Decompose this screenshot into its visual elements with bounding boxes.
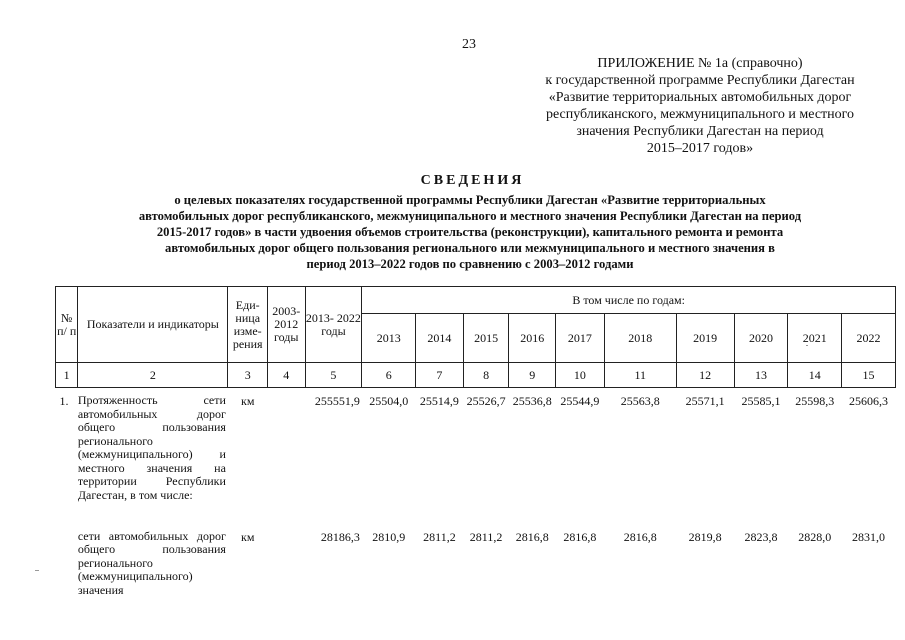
- column-number: 8: [463, 363, 509, 388]
- row-year-value: 25526,7: [466, 394, 506, 408]
- row-year-value: 25563,8: [620, 394, 660, 408]
- column-number: 6: [362, 363, 416, 388]
- table-row: [56, 524, 896, 598]
- row-year-value: 2831,0: [852, 529, 886, 544]
- header-year: 2016: [509, 314, 556, 363]
- row-number: 1.: [59, 394, 69, 408]
- row-year-value: 2816,8: [515, 529, 549, 544]
- column-number: 10: [556, 363, 605, 388]
- row-year-value: 25606,3: [849, 394, 889, 408]
- row-year-value: 2819,8: [688, 529, 722, 544]
- column-number: 2: [78, 363, 228, 388]
- header-by-years: В том числе по годам:: [362, 287, 896, 314]
- header-indicator: Показатели и индикаторы: [78, 287, 228, 363]
- page-number: 23: [462, 37, 476, 52]
- header-year: 2017: [556, 314, 605, 363]
- document-heading: СВЕДЕНИЯ: [420, 173, 525, 188]
- header-year: 2013: [362, 314, 416, 363]
- row-year-value: 25544,9: [560, 394, 600, 408]
- row-year-value: 2816,8: [623, 529, 657, 544]
- row-unit: км: [241, 529, 255, 544]
- column-number: 15: [842, 363, 896, 388]
- row-year-value: 25504,0: [369, 394, 409, 408]
- row-period-2013-2022: 255551,9: [314, 394, 360, 408]
- column-number: 7: [416, 363, 464, 388]
- row-year-value: 2816,8: [563, 529, 597, 544]
- header-year: 2015: [463, 314, 509, 363]
- row-year-value: 2811,2: [423, 529, 456, 544]
- indicators-table: [55, 286, 896, 597]
- row-year-value: 25585,1: [741, 394, 781, 408]
- row-year-value: 2811,2: [469, 529, 503, 544]
- row-year-value: 25536,8: [512, 394, 552, 408]
- row-period-2013-2022: 28186,3: [320, 529, 360, 544]
- column-number: 3: [228, 363, 268, 388]
- summary-line: автомобильных дорог республиканского, межмуниципального и местного значения Республики Дагестан на период: [138, 209, 802, 223]
- header-period-2003-2012: 2003- 2012 годы: [268, 287, 306, 363]
- row-year-value: 25514,9: [419, 394, 459, 408]
- row-year-value: 25598,3: [795, 394, 835, 408]
- row-indicator: Протяженность сети автомобильных дорог общего пользования регионального (межмуниципального) и местного значения на территории Республики Дагестан, в том числе:: [77, 393, 226, 502]
- summary-line: период 2013–2022 годов по сравнению с 2003–2012 годами: [306, 257, 634, 271]
- summary-line: 2015-2017 годов» в части удвоения объемов строительства (реконструкции), капитального ремонта и ремонта: [156, 225, 784, 239]
- row-unit: км: [241, 394, 255, 408]
- header-year: 2021: [788, 314, 842, 363]
- summary-line: автомобильных дорог общего пользования регионального или межмуниципального и местного значения в: [165, 241, 775, 255]
- scan-speck: [806, 345, 808, 346]
- row-year-value: 25571,1: [685, 394, 725, 408]
- column-number: 1: [56, 363, 78, 388]
- row-number: [56, 524, 78, 598]
- column-number: 14: [788, 363, 842, 388]
- column-number: 4: [268, 363, 306, 388]
- appendix-line: «Развитие территориальных автомобильных дорог: [548, 90, 852, 105]
- column-number: 11: [604, 363, 676, 388]
- row-year-value: 2810,9: [372, 529, 406, 544]
- row-year-value: 2823,8: [744, 529, 778, 544]
- document-summary: [90, 192, 850, 272]
- appendix-line: к государственной программе Республики Дагестан: [545, 73, 855, 88]
- column-number: 12: [676, 363, 734, 388]
- appendix-line: значения Республики Дагестан на период: [576, 124, 824, 139]
- scan-speck: [35, 570, 39, 571]
- appendix-line: республиканского, межмуниципального и местного: [545, 107, 855, 122]
- header-year: 2014: [416, 314, 464, 363]
- appendix-note: [520, 55, 880, 157]
- header-num: № п/ п: [56, 287, 78, 363]
- column-number: 5: [305, 363, 362, 388]
- appendix-line: 2015–2017 годов»: [646, 141, 754, 156]
- summary-line: о целевых показателях государственной программы Республики Дагестан «Развитие территориальных: [174, 193, 766, 207]
- header-year: 2018: [604, 314, 676, 363]
- column-number: 9: [509, 363, 556, 388]
- row-indicator: сети автомобильных дорог общего пользования регионального (межмуниципального) значения: [77, 528, 226, 597]
- row-year-value: 2828,0: [798, 529, 832, 544]
- header-period-2013-2022: 2013- 2022 годы: [305, 287, 362, 363]
- header-year: 2019: [676, 314, 734, 363]
- column-number: 13: [734, 363, 788, 388]
- table-row: [56, 388, 896, 524]
- row-period-2003-2012: [268, 388, 306, 524]
- header-year: 2022: [842, 314, 896, 363]
- appendix-line: ПРИЛОЖЕНИЕ № 1а (справочно): [597, 56, 803, 71]
- header-unit: Еди- ница изме- рения: [228, 287, 268, 363]
- row-period-2003-2012: [268, 524, 306, 598]
- header-year: 2020: [734, 314, 788, 363]
